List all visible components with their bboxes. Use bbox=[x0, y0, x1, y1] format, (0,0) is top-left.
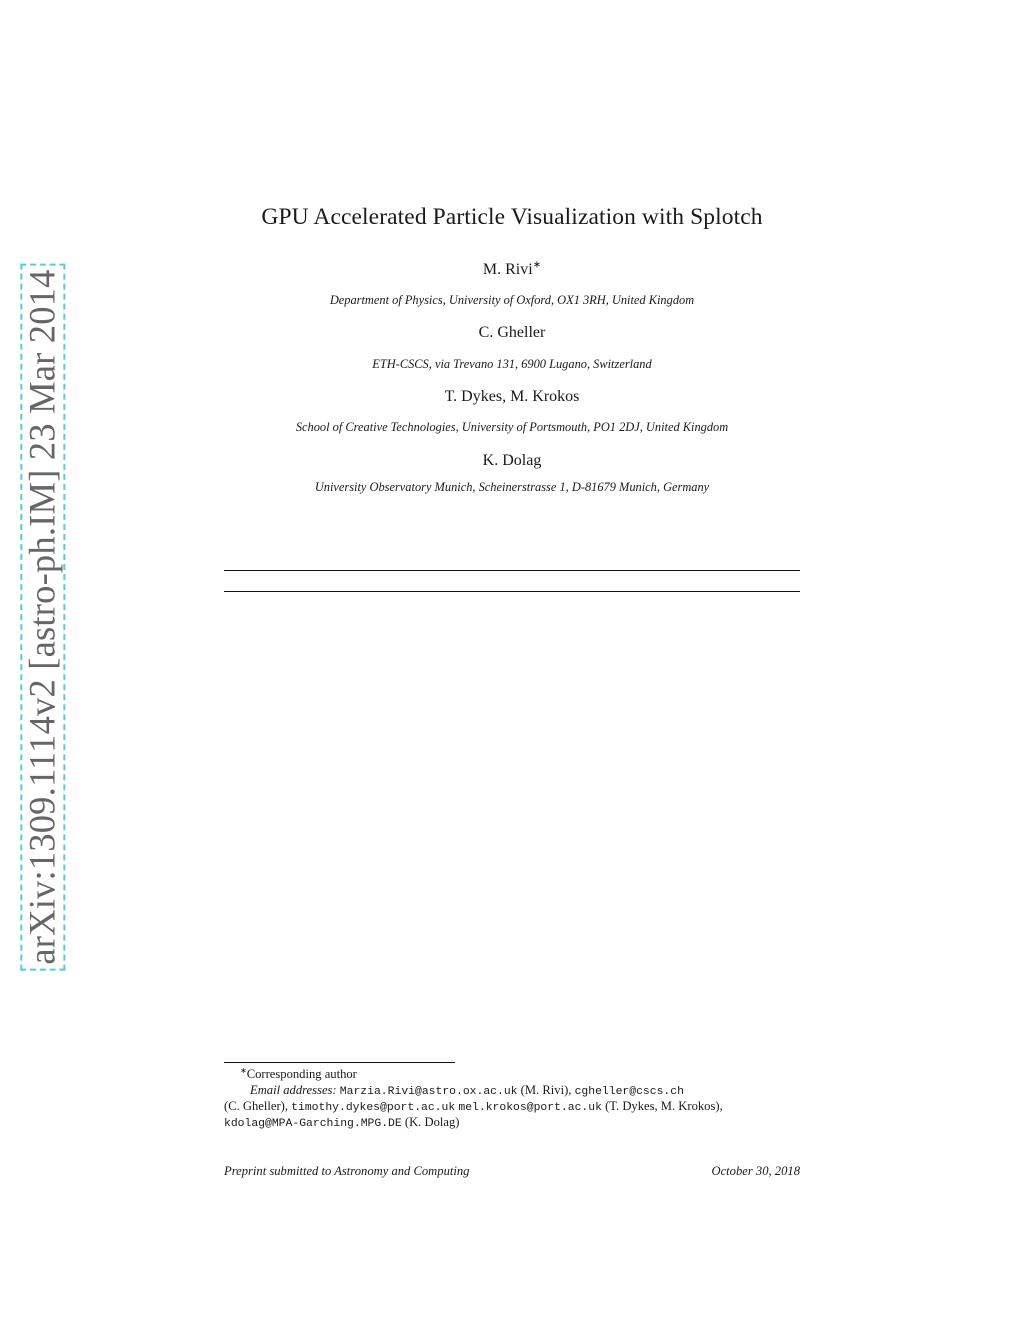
footnote-rule bbox=[224, 1062, 455, 1063]
email-link-rivi[interactable]: Marzia.Rivi@astro.ox.ac.uk bbox=[339, 1086, 518, 1098]
email-addresses-label: Email addresses: bbox=[250, 1083, 337, 1097]
author-dykes-krokos: T. Dykes, M. Krokos bbox=[444, 388, 580, 405]
email-owner-dolag: (K. Dolag) bbox=[401, 1115, 460, 1129]
author-dolag: K. Dolag bbox=[482, 452, 542, 469]
email-owner-gheller: (C. Gheller), bbox=[224, 1099, 292, 1113]
email-link-krokos[interactable]: mel.krokos@port.ac.uk bbox=[458, 1102, 602, 1114]
email-link-dykes[interactable]: timothy.dykes@port.ac.uk bbox=[291, 1102, 456, 1114]
author-name: M. Rivi bbox=[482, 261, 533, 278]
arxiv-identifier-stamp[interactable]: arXiv:1309.1114v2 [astro-ph.IM] 23 Mar 2014 bbox=[20, 263, 65, 970]
paper-title: GPU Accelerated Particle Visualization with Splotch bbox=[261, 204, 763, 230]
footnote-corresponding bbox=[240, 1066, 816, 1082]
footer-date: October 30, 2018 bbox=[711, 1164, 800, 1178]
footnote-corresponding-text: Corresponding author bbox=[246, 1067, 357, 1081]
footnote-marker: ∗ bbox=[240, 1065, 247, 1075]
email-owner-rivi: (M. Rivi), bbox=[517, 1083, 575, 1097]
email-link-gheller[interactable]: cgheller@cscs.ch bbox=[574, 1086, 684, 1098]
email-owner-dykes-krokos: (T. Dykes, M. Krokos), bbox=[601, 1099, 723, 1113]
footnote-emails-line-3 bbox=[224, 1114, 800, 1132]
affiliation-munich: University Observatory Munich, Scheinerstrasse 1, D-81679 Munich, Germany bbox=[314, 480, 710, 494]
footer-preprint-note: Preprint submitted to Astronomy and Computing bbox=[224, 1164, 470, 1178]
email-link-dolag[interactable]: kdolag@MPA-Garching.MPG.DE bbox=[224, 1118, 402, 1130]
abstract-top-rule bbox=[224, 570, 800, 571]
abstract-bottom-rule bbox=[224, 591, 800, 592]
author-rivi bbox=[224, 261, 800, 279]
affiliation-cscs: ETH-CSCS, via Trevano 131, 6900 Lugano, Switzerland bbox=[372, 357, 652, 371]
affiliation-portsmouth: School of Creative Technologies, University of Portsmouth, PO1 2DJ, United Kingdom bbox=[295, 420, 729, 434]
affiliation-oxford: Department of Physics, University of Oxford, OX1 3RH, United Kingdom bbox=[329, 293, 695, 307]
author-gheller: C. Gheller bbox=[478, 324, 546, 341]
corresponding-author-marker: ∗ bbox=[532, 259, 542, 271]
page-footer bbox=[224, 1164, 800, 1179]
